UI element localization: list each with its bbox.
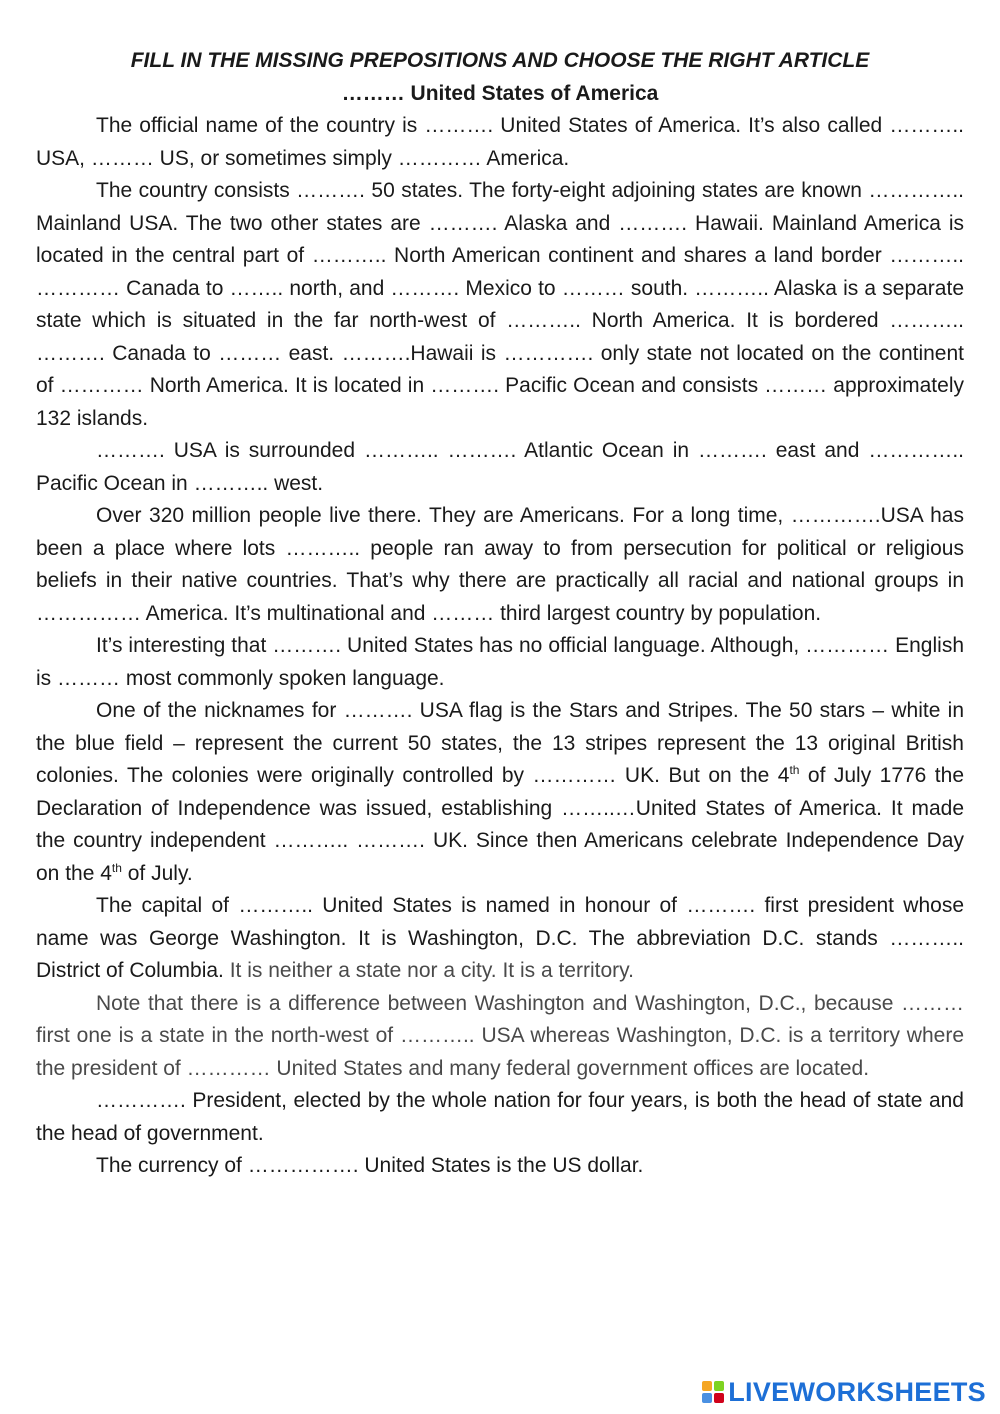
paragraph-flag <box>36 695 964 890</box>
paragraph-states: The country consists ………. 50 states. The forty-eight adjoining states are known ………….. Mainland USA. The two other states are ………. Alaska and ………. Hawaii. Mainland America is located in the central part of ……….. North American continent and shares a land border ……….. ………… Canada to …….. north, and ………. Mexico to ……… south. ……….. Alaska is a separate state which is situated in the far north-west of ……….. North America. It is bordered ……….. ………. Canada to ……… east. ……….Hawaii is …………. only state not located on the continent of ………… North America. It is located in ………. Pacific Ocean and consists ……… approximately 132 islands. <box>36 179 964 430</box>
paragraph-language: It’s interesting that ………. United States has no official language. Although, ………… English is ……… most commonly spoken language. <box>36 634 964 690</box>
liveworksheets-logo-text: LIVEWORKSHEETS <box>728 1376 986 1407</box>
paragraph-flag-part1: One of the nicknames for ………. USA flag is the Stars and Stripes. The 50 stars – white in the blue field – represent the current 50 states, the 13 stripes represent the 13 original British colonies. The colonies were originally controlled by ………… UK. But on the 4 <box>36 699 964 787</box>
superscript-th: th <box>111 860 122 875</box>
paragraph-capital <box>36 890 964 988</box>
worksheet-title: FILL IN THE MISSING PREPOSITIONS AND CHOOSE THE RIGHT ARTICLE <box>130 49 870 72</box>
worksheet <box>36 44 964 1183</box>
paragraph-oceans: ………. USA is surrounded ……….. ………. Atlantic Ocean in ………. east and ………….. Pacific Ocean in ……….. west. <box>36 439 964 495</box>
paragraph-capital-part1: The capital of ……….. United States is named in honour of ………. first president whose name was George Washington. It is Washington, D.C. The abbreviation D.C. stands ……….. District of Columbia. <box>36 894 964 982</box>
superscript-th: th <box>789 763 800 777</box>
paragraph-capital-part2: It is neither a state nor a city. It is a territory. <box>229 959 634 982</box>
liveworksheets-logo-icon <box>702 1381 724 1403</box>
paragraph-flag-part3: of July. <box>121 861 193 885</box>
paragraph-population: Over 320 million people live there. They are Americans. For a long time, ………….USA has been a place where lots ……….. people ran away to from persecution for political or religious beliefs in their native countries. That’s why there are practically all racial and national groups in …………… America. It’s multinational and ……… third largest country by population. <box>36 504 964 625</box>
paragraph-flag-part2: of July 1776 the Declaration of Independence was issued, establishing ……..…United States of America. It made the country independent ……….. ………. UK. Since then Americans celebrate Independence Day on the 4 <box>36 764 964 885</box>
paragraph-president: …………. President, elected by the whole nation for four years, is both the head of state and the head of government. <box>36 1089 964 1145</box>
worksheet-subtitle: ……… United States of America <box>341 82 659 105</box>
paragraph-official-name: The official name of the country is ………. United States of America. It’s also called ……….. USA, ……… US, or sometimes simply ………… America. <box>36 114 964 170</box>
liveworksheets-logo <box>702 1376 986 1408</box>
paragraph-currency: The currency of ……………. United States is the US dollar. <box>96 1154 644 1177</box>
paragraph-washington-note: Note that there is a difference between Washington and Washington, D.C., because ……… first one is a state in the north-west of ……….. USA whereas Washington, D.C. is a territory where the president of ………… United States and many federal government offices are located. <box>36 991 964 1080</box>
